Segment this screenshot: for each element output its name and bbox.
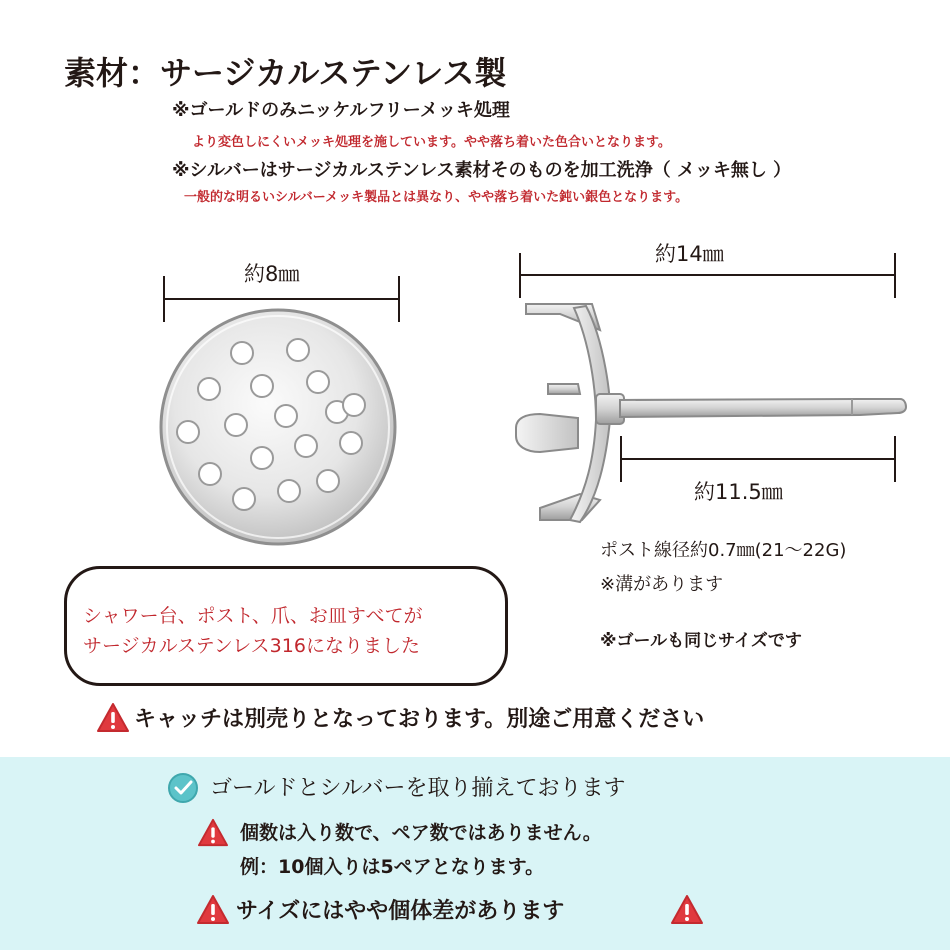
material-notice-line1: シャワー台、ポスト、爪、お皿すべてが — [83, 605, 423, 627]
color-variants-text: ゴールドとシルバーを取り揃えております — [210, 776, 626, 801]
warning-triangle-icon — [96, 702, 130, 734]
post-gauge-spec: ポスト線径約0.7㎜(21～22G) — [600, 540, 847, 561]
gold-plating-note: ※ゴールドのみニッケルフリーメッキ処理 — [172, 100, 510, 121]
warning-triangle-icon — [196, 894, 230, 926]
sieve-diameter-label: 約8㎜ — [244, 262, 300, 286]
warning-triangle-icon — [670, 894, 704, 926]
warning-triangle-icon — [196, 818, 230, 848]
silver-finish-note: ※シルバーはサージカルステンレス素材そのものを加工洗浄（ メッキ無し ） — [172, 160, 792, 181]
groove-note: ※溝があります — [600, 574, 724, 595]
count-example-text: 例：10個入りは5ペアとなります。 — [240, 856, 545, 878]
count-note-text: 個数は入り数で、ペア数ではありません。 — [240, 822, 602, 844]
page-title: 素材：サージカルステンレス製 — [64, 54, 507, 92]
material-notice-box — [64, 566, 508, 686]
material-notice-line2: サージカルステンレス316になりました — [83, 635, 420, 657]
catch-notice-text: キャッチは別売りとなっております。別途ご用意ください — [134, 707, 705, 732]
size-variance-text: サイズにはやや個体差があります — [236, 899, 565, 924]
gold-size-note: ※ゴールも同じサイズです — [600, 631, 802, 651]
total-length-label: 約14㎜ — [655, 242, 724, 266]
post-length-label: 約11.5㎜ — [694, 480, 783, 504]
check-circle-icon — [166, 771, 200, 805]
gold-plating-detail: より変色しにくいメッキ処理を施しています。やや落ち着いた色合いとなります。 — [192, 135, 671, 150]
sieve-disc — [161, 310, 395, 544]
silver-finish-detail: 一般的な明るいシルバーメッキ製品とは異なり、やや落ち着いた鈍い銀色となります。 — [184, 190, 689, 205]
